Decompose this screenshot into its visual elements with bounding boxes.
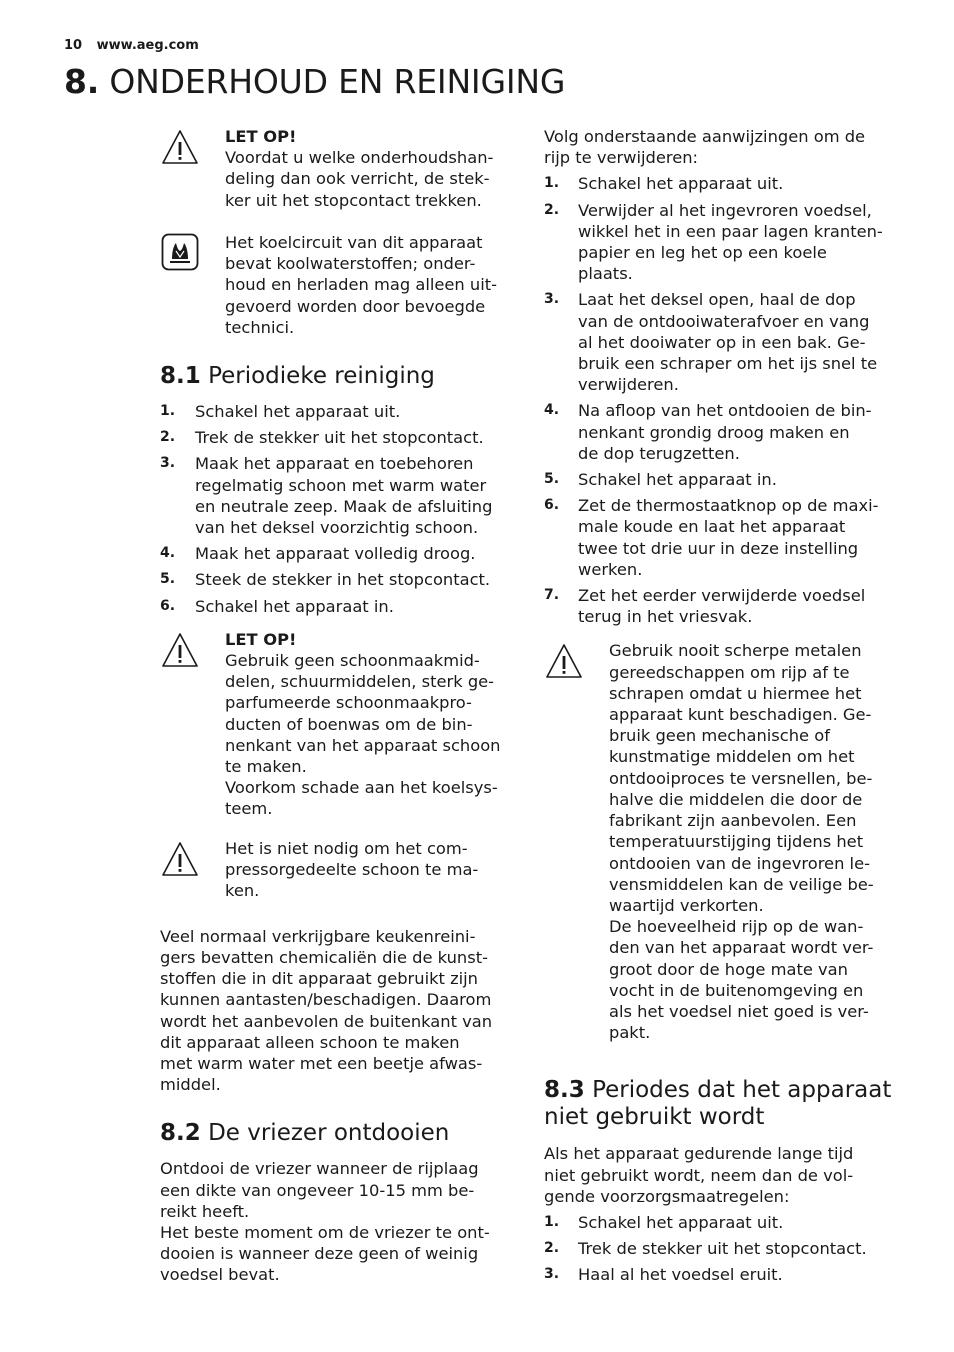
list-item: 2. Verwijder al het ingevroren voedsel, wikkel het in een paar lagen kranten- papier en leg het op een koele plaats. [544, 200, 883, 284]
notice-line: ker uit het stopcontact trekken. [225, 190, 482, 210]
paragraph-cleaning-agents: Veel normaal verkrijgbare keukenreini- gers bevatten chemicaliën die de kunst- stoffen die in dit apparaat gebruikt zijn kunnen aantasten/beschadigen. Daarom wordt het aanbevolen de buitenkant van dit apparaat alleen schoon te maken met warm water met een beetje afwas- middel. [160, 926, 493, 1095]
chapter-title: ONDERHOUD EN REINIGING [109, 62, 566, 101]
warning-icon [544, 642, 584, 682]
section-heading-8-1: 8.1 Periodieke reiniging [160, 363, 435, 389]
list-item: 2. Trek de stekker uit het stopcontact. [160, 428, 484, 448]
warning-notice-disconnect [160, 126, 518, 220]
long-absence-steps [544, 1212, 900, 1286]
page-title [64, 62, 565, 101]
notice-line: Het koelcircuit van dit apparaat [225, 233, 483, 252]
cleaning-steps [160, 401, 518, 617]
list-item: 4. Na afloop van het ontdooien de bin- nenkant grondig droog maken en de dop terugzetten. [544, 401, 872, 463]
list-item: 5. Schakel het apparaat in. [544, 470, 777, 490]
list-item: 4. Maak het apparaat volledig droog. [160, 544, 476, 564]
right-column [544, 126, 900, 1286]
notice-label: LET OP! [225, 127, 297, 146]
site-url[interactable]: www.aeg.com [96, 38, 199, 53]
paragraph-defrost: Ontdooi de vriezer wanneer de rijplaag een dikte van ongeveer 10-15 mm be- reikt heeft. Het beste moment om de vriezer te ont- dooien is wanneer deze geen of weinig voedsel bevat. [160, 1159, 490, 1285]
warning-icon [160, 840, 200, 880]
notice-line: bevat koolwaterstoffen; onder- [225, 254, 476, 274]
page-header [64, 38, 199, 53]
notice-line: technici. [225, 317, 295, 337]
list-item: 7. Zet het eerder verwijderde voedsel terug in het vriesvak. [544, 586, 866, 627]
list-item: 5. Steek de stekker in het stopcontact. [160, 570, 491, 590]
list-item: 6. Zet de thermostaatknop op de maxi- male koude en laat het apparaat twee tot drie uur in deze instelling werken. [544, 496, 879, 579]
paragraph-long-absence: Als het apparaat gedurende lange tijd niet gebruikt wordt, neem dan de vol- gende voorzorgsmaatregelen: [544, 1144, 854, 1206]
section-heading-8-3: 8.3 Periodes dat het apparaat niet gebruikt wordt [544, 1077, 892, 1131]
chapter-number: 8. [64, 62, 100, 101]
list-item: 1. Schakel het apparaat uit. [544, 1213, 784, 1233]
warning-notice-sharp-tools: Gebruik nooit scherpe metalen gereedschappen om rijp af te schrapen omdat u hiermee het apparaat kunt beschadigen. Ge- bruik geen mechanische of kunstmatige middelen om het ontdooiproces te versnellen, be- halve die middelen die door de fabrikant zijn aanbevolen. Een temperatuurstijging tijdens het ontdooien van de ingevroren le- vensmiddelen kan de veilige be- waartijd verkorten. De hoeveelheid rijp op de wan- den van het apparaat wordt ver- groot door de hoge mate van vocht in de buitenomgeving en als het voedsel niet goed is ver- pakt. [544, 640, 900, 1050]
list-item: 3. Maak het apparaat en toebehoren regelmatig schoon met warm water en neutrale zeep. Maak de afsluiting van het deksel voorzichtig schoon. [160, 454, 493, 538]
paragraph-intro: Volg onderstaande aanwijzingen om de rijp te verwijderen: [544, 127, 866, 168]
notice-line: gevoerd worden door bevoegde [225, 296, 486, 316]
page-number: 10 [64, 38, 83, 53]
list-item: 1. Schakel het apparaat uit. [160, 402, 401, 421]
list-item: 3. Haal al het voedsel eruit. [544, 1265, 783, 1285]
environment-icon [161, 233, 199, 271]
notice-line: deling dan ook verricht, de stek- [225, 169, 490, 189]
notice-line: houd en herladen mag alleen uit- [225, 275, 497, 295]
warning-notice-cleaning-agents: LET OP! Gebruik geen schoonmaakmid- delen, schuurmiddelen, sterk ge- parfumeerde schoonmaakpro- ducten of boenwas om de bin- nenkant van het apparaat schoon te maken. Voorkom schade aan het koelsys- teem. [160, 629, 518, 829]
list-item: 1. Schakel het apparaat uit. [544, 174, 784, 194]
info-notice-compressor: Het is niet nodig om het com- pressorgedeelte schoon te ma- ken. [160, 838, 518, 912]
environment-notice-refrigerant [160, 229, 518, 339]
notice-label: LET OP! [225, 629, 297, 649]
list-item: 3. Laat het deksel open, haal de dop van de ontdooiwaterafvoer en vang al het dooiwater op in een bak. Ge- bruik een schraper om het ijs snel te verwijderen. [544, 290, 878, 395]
warning-icon [160, 128, 200, 168]
warning-icon [160, 631, 200, 671]
left-column [160, 126, 518, 1286]
defrost-steps [544, 173, 900, 627]
list-item: 6. Schakel het apparaat in. [160, 596, 394, 616]
section-heading-8-2: 8.2 De vriezer ontdooien [160, 1120, 450, 1147]
list-item: 2. Trek de stekker uit het stopcontact. [544, 1239, 867, 1259]
notice-line: Voordat u welke onderhoudshan- [225, 148, 494, 168]
